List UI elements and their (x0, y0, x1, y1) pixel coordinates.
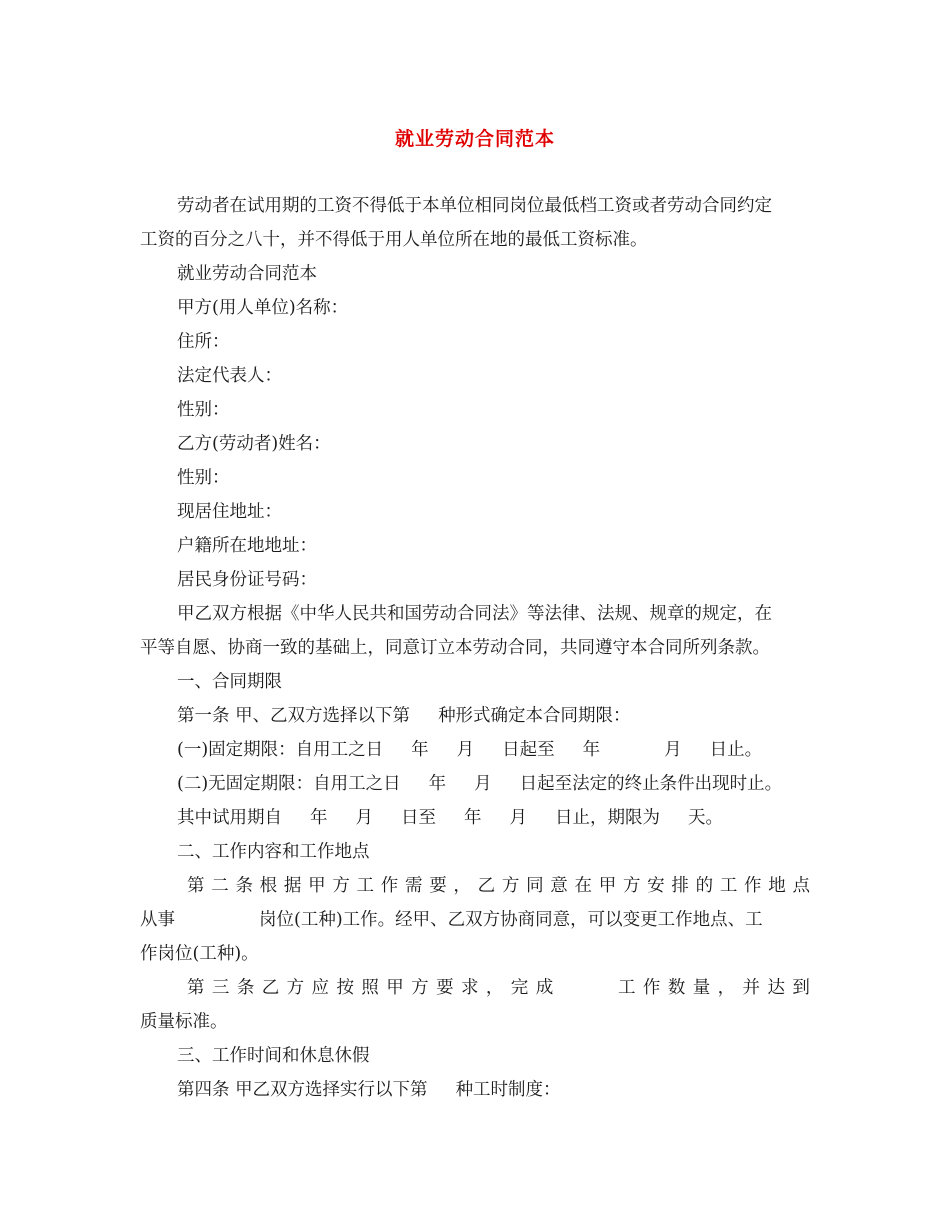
article-3-char: 照 (361, 978, 379, 998)
article-3-char: 方 (411, 978, 429, 998)
probation-part: 日至 (401, 808, 436, 828)
article-3-char: 到 (792, 978, 810, 998)
open-term-part: 月 (474, 774, 492, 794)
probation-part: 日止，期限为 (555, 808, 660, 828)
article-3-char: 第 (187, 978, 205, 998)
article-3-char: 并 (742, 978, 761, 998)
article-2-char: 工 (719, 876, 738, 896)
article-1 (177, 705, 631, 727)
fixed-term-part: 年 (582, 740, 601, 760)
article-2-char: 条 (235, 876, 253, 896)
article-2-char: 点 (792, 876, 810, 896)
article-3-char: 求 (460, 978, 479, 998)
article-2-char: 工 (356, 876, 375, 896)
article-2-char: 第 (187, 876, 205, 896)
article-3-char: 达 (767, 978, 785, 998)
article-2-part: 岗位(工种)工作。经甲、乙双方协商同意，可以变更工作地点、工 (259, 910, 763, 930)
article-3-char: 方 (286, 978, 305, 998)
article-2-char: 安 (647, 876, 665, 896)
article-3-char: 作 (642, 978, 661, 998)
article-3-char: 按 (336, 978, 354, 998)
legal-representative-field: 法定代表人： (177, 366, 282, 386)
article-2-line-1 (187, 875, 810, 897)
address-field: 住所： (177, 332, 230, 352)
article-3-line-2: 质量标准。 (140, 1012, 228, 1032)
article-2-char: ， (453, 876, 471, 896)
article-2-line-2 (140, 909, 763, 931)
article-2-char: 方 (332, 876, 350, 896)
article-2-char: 需 (404, 876, 423, 896)
article-4-part: 种工时制度： (455, 1080, 561, 1100)
open-term-part: (二)无固定期限：自用工之日 (177, 774, 401, 794)
article-4-part: 第四条 甲乙双方选择实行以下第 (177, 1080, 428, 1100)
article-1-open-term (177, 773, 782, 795)
fixed-term-part: 月 (456, 740, 475, 760)
gender-a-field: 性别： (177, 400, 230, 420)
probation-part: 天。 (688, 808, 723, 828)
probation-part: 月 (355, 808, 373, 828)
article-3-char: 应 (311, 978, 330, 998)
article-3-char: 三 (211, 978, 230, 998)
open-term-part: 日起至法定的终止条件出现时止。 (519, 774, 783, 794)
article-3-char: 甲 (386, 978, 404, 998)
article-3-char: 完 (510, 978, 529, 998)
probation-part: 其中试用期自 (177, 808, 282, 828)
article-2-char: 排 (671, 876, 689, 896)
paragraph-1-line-2: 工资的百分之八十，并不得低于用人单位所在地的最低工资标准。 (140, 230, 648, 250)
residence-field: 现居住地址： (177, 502, 282, 522)
article-4 (177, 1079, 561, 1101)
id-number-field: 居民身份证号码： (177, 570, 317, 590)
fixed-term-part: 日止。 (709, 740, 763, 760)
article-2-char: 意 (550, 876, 568, 896)
article-3-char: 数 (667, 978, 686, 998)
article-3-char: 要 (436, 978, 454, 998)
article-2-char: 作 (744, 876, 762, 896)
article-1-part: 种形式确定本合同期限： (438, 706, 631, 726)
gender-b-field: 性别： (177, 468, 230, 488)
article-2-char: 在 (574, 876, 592, 896)
article-2-char: 乙 (477, 876, 496, 896)
article-2-char: 甲 (308, 876, 326, 896)
article-3-char: ， (717, 978, 736, 998)
probation-part: 月 (509, 808, 527, 828)
article-2-char: 二 (211, 876, 229, 896)
article-1-fixed-term (177, 739, 762, 761)
article-2-char: 根 (259, 876, 278, 896)
article-1-part: 第一条 甲、乙双方选择以下第 (177, 706, 411, 726)
article-3-char: 工 (618, 978, 636, 998)
probation-period (177, 807, 723, 829)
intro-line-2: 平等自愿、协商一致的基础上，同意订立本劳动合同，共同遵守本合同所列条款。 (140, 638, 770, 658)
open-term-part: 年 (428, 774, 447, 794)
article-2-char: 方 (622, 876, 641, 896)
article-3-char: ， (485, 978, 504, 998)
probation-part: 年 (310, 808, 328, 828)
article-2-char: 同 (526, 876, 544, 896)
fixed-term-part: 年 (411, 740, 429, 760)
section-3-heading: 三、工作时间和休息休假 (177, 1046, 370, 1066)
article-2-char: 甲 (598, 876, 617, 896)
article-2-line-3: 作岗位(工种)。 (140, 944, 259, 964)
section-2-heading: 二、工作内容和工作地点 (177, 842, 370, 862)
fixed-term-part: (一)固定期限：自用工之日 (177, 740, 384, 760)
party-b-name-field: 乙方(劳动者)姓名： (177, 434, 331, 454)
household-registration-field: 户籍所在地地址： (177, 536, 317, 556)
article-2-char: 的 (695, 876, 714, 896)
article-2-char: 地 (768, 876, 786, 896)
article-3-char: 成 (535, 978, 554, 998)
probation-part: 年 (464, 808, 482, 828)
article-3-char: 乙 (261, 978, 280, 998)
article-2-char: 方 (501, 876, 520, 896)
subtitle: 就业劳动合同范本 (177, 264, 317, 284)
fixed-term-part: 日起至 (502, 740, 555, 760)
fixed-term-part: 月 (664, 740, 682, 760)
article-2-char: 作 (380, 876, 399, 896)
article-2-char: 要 (429, 876, 447, 896)
paragraph-1-line-1: 劳动者在试用期的工资不得低于本单位相同岗位最低档工资或者劳动合同约定 (177, 196, 772, 216)
article-3-char: 量 (692, 978, 711, 998)
article-3-line-1 (187, 977, 810, 999)
article-2-part: 从事 (140, 910, 175, 930)
intro-line-1: 甲乙双方根据《中华人民共和国劳动合同法》等法律、法规、规章的规定，在 (177, 604, 772, 624)
section-1-heading: 一、合同期限 (177, 672, 282, 692)
document-title: 就业劳动合同范本 (394, 128, 555, 150)
article-3-char: 条 (236, 978, 255, 998)
article-2-char: 据 (283, 876, 302, 896)
party-a-name-field: 甲方(用人单位)名称： (177, 298, 349, 318)
